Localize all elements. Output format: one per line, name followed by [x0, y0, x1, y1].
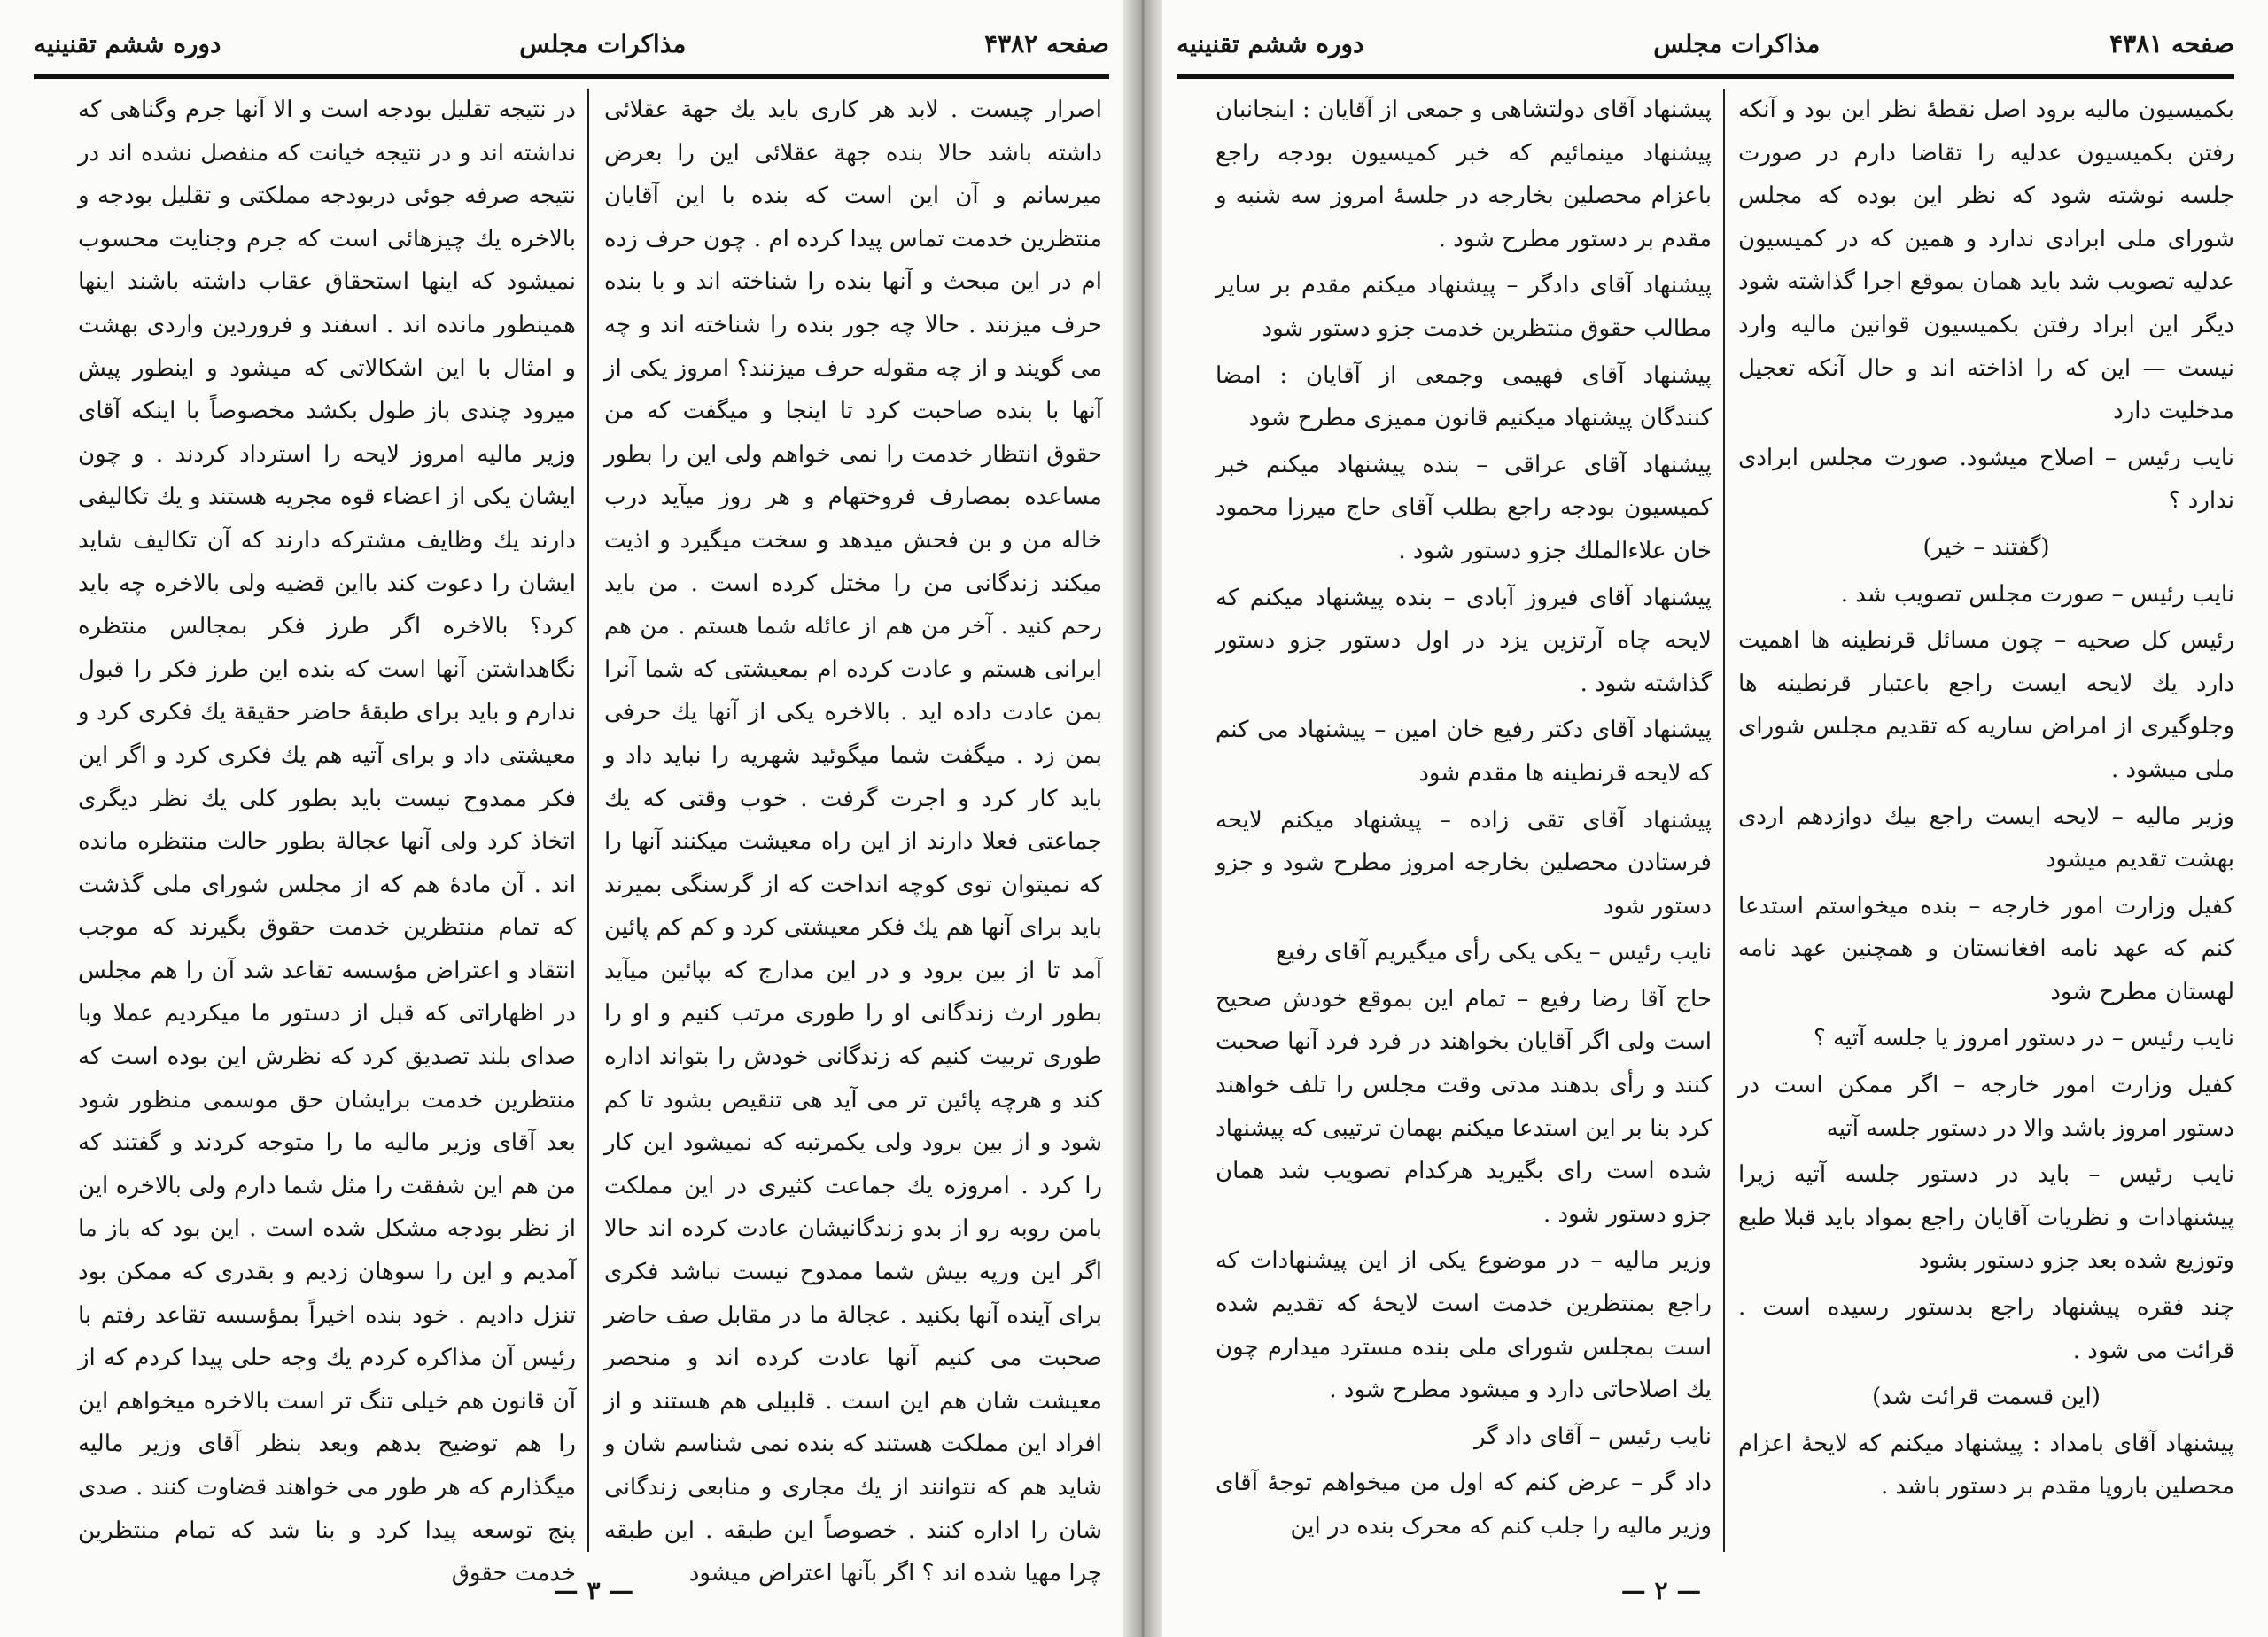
paragraph: پیشنهاد آقای فیروز آبادی – بنده پیشنهاد میکنم که لایحه چاه آرتزین یزد در اول دستور جزو دستور گذاشته شود . — [1216, 584, 1712, 697]
paragraph: نایب رئیس – در دستور امروز یا جلسه آتیه ؟ — [1813, 1025, 2234, 1052]
session-label: دوره ششم تقنینیه — [34, 28, 221, 58]
paragraph: وزیر مالیه – لایحه ایست راجع بیك دوازدهم اردی بهشت تقدیم میشود — [1738, 803, 2234, 873]
page-right — [1143, 0, 2268, 1637]
paragraph: کفیل وزارت امور خارجه – اگر ممکن است در دستور امروز باشد والا در دستور جلسه آتیه — [1738, 1072, 2234, 1142]
column-left — [1216, 89, 1712, 1552]
page-number: صفحه ۴۳۸۲ — [984, 28, 1109, 58]
paragraph: وزیر مالیه – در موضوع یکی از این پیشنهادات که راجع بمنتظرین خدمت است لایحهٔ که تقدیم شده است بمجلس شورای ملی بنده مسترد میدارم چون یك اصلاحاتی دارد و میشود مطرح شود . — [1216, 1247, 1712, 1404]
column-divider — [1723, 89, 1725, 1552]
header-rule — [1177, 74, 2234, 79]
session-label: دوره ششم تقنینیه — [1177, 28, 1364, 58]
book-gutter — [1123, 0, 1162, 1637]
column-right — [1738, 89, 2234, 1552]
paragraph: پیشنهاد آقای فهیمی وجمعی از آقایان : امضا کنندگان پیشنهاد میکنیم قانون ممیزی مطرح شود — [1216, 361, 1712, 432]
column-left — [78, 89, 576, 1587]
page-title: مذاکرات مجلس — [1653, 28, 1821, 58]
header-rule — [34, 74, 1109, 79]
paragraph: پیشنهاد آقای دادگر – پیشنهاد میکنم مقدم بر سایر مطالب حقوق منتظرین خدمت جزو دستور شود — [1216, 272, 1712, 342]
paragraph: پیشنهاد آقای بامداد : پیشنهاد میکنم که لایحهٔ اعزام محصلین باروپا مقدم بر دستور باشد . — [1738, 1430, 2234, 1501]
paragraph: چند فقره پیشنهاد راجع بدستور رسیده است . قرائت می شود . — [1738, 1294, 2234, 1364]
page-header — [34, 18, 1109, 69]
page-header — [1177, 18, 2234, 69]
paragraph: حاج آقا رضا رفیع – تمام این بموقع خودش صحیح است ولی اگر آقایان بخواهند در فرد فرد آنها صحبت کنند و رأی بدهند مدتی وقت مجلس را تلف خواهند کرد بنا بر این استدعا میکنم بهمان ترتیبی که پیشنهاد شده است رای بگیرید هرکدام تصویب شد همان جزو دستور شود . — [1216, 985, 1712, 1228]
page-number: صفحه ۴۳۸۱ — [2109, 28, 2234, 58]
paragraph: پیشنهاد آقای تقی زاده – پیشنهاد میکنم لایحه فرستادن محصلین بخارجه امروز مطرح شود و جزو دستور شود — [1216, 806, 1712, 919]
paragraph: نایب رئیس – باید در دستور جلسه آتیه زیرا پیشنهادات و نظریات آقایان راجع بمواد باید قبلا طبع وتوزیع شده بعد جزو دستور بشود — [1738, 1161, 2234, 1275]
paragraph: پیشنهاد آقای عراقی – بنده پیشنهاد میکنم خبر کمیسیون بودجه راجع بطلب آقای حاج میرزا محمود خان علاءالملك جزو دستور شود . — [1216, 451, 1712, 564]
paragraph: بکمیسیون مالیه برود اصل نقطهٔ نظر این بود و آنکه رفتن بکمیسیون عدلیه را تقاضا دارم در صورت جلسه نوشته شود که نظر این بوده که مجلس شورای ملی ابرادی ندارد و همین که در کمیسیون عدلیه تصویب شد باید همان بموقع اجرا گذاشته شود دیگر این ابراد رفتن بکمیسیون قوانین مالیه وارد نیست — این که را اذاخته اند و حال آنکه تعجیل مدخلیت دارد — [1738, 97, 2234, 425]
paragraph: رئیس کل صحیه – چون مسائل قرنطینه ها اهمیت دارد یك لایحه ایست راجع باعتبار قرنطینه ها وجلوگیری از امراض ساریه که تقدیم مجلس شورای ملی میشود . — [1738, 627, 2234, 783]
paragraph: نایب رئیس – آقای داد گر — [1473, 1423, 1712, 1450]
paragraph: نایب رئیس – یکی یکی رأی میگیریم آقای رفیع — [1276, 939, 1712, 966]
paragraph: داد گر – عرض کنم که اول من میخواهم توجهٔ آقای وزیر مالیه را جلب کنم که محرک بنده در این — [1216, 1470, 1712, 1540]
column-right — [604, 89, 1103, 1587]
paragraph: پیشنهاد آقای دکتر رفیع خان امین – پیشنهاد می کنم که لایحه قرنطینه ها مقدم شود — [1216, 717, 1712, 787]
paragraph: نایب رئیس – اصلاح میشود. صورت مجلس ابرادی ندارد ؟ — [1738, 444, 2234, 515]
paragraph: کفیل وزارت امور خارجه – بنده میخواستم استدعا کنم که عهد نامه افغانستان و همچنین عهد نامه لهستان مطرح شود — [1738, 892, 2234, 1005]
page-title: مذاکرات مجلس — [519, 28, 687, 58]
page-footer: — ۳ — — [553, 1576, 634, 1605]
paragraph: پیشنهاد آقای دولتشاهی و جمعی از آقایان : اینجانبان پیشنهاد مینمائیم که خبر کمیسیون بودجه راجع باعزام محصلین بخارجه در جلسهٔ امروز سه شنبه و مقدم بر دستور مطرح شود . — [1216, 97, 1712, 252]
paragraph: نایب رئیس – صورت مجلس تصویب شد . — [1840, 580, 2234, 608]
paragraph: (گفتند – خیر) — [1922, 533, 2050, 561]
paragraph: (این قسمت قرائت شد) — [1872, 1384, 2101, 1411]
paragraph: اصرار چیست . لابد هر کاری باید یك جهة عقلائی داشته باشد حالا بنده جهة عقلائی این را بعرض میرسانم و آن این است که بنده با این آقایان منتظرین خدمت تماس پیدا کرده ام . چون حرف زده ام در این مبحث و آنها بنده را شناخته اند و با بنده حرف میزنند . حالا چه جور بنده را شناخته اند و چه می گویند و از چه مقوله حرف میزنند؟ امروز یکی از آنها با بنده صاحبت کرد تا اینجا و میگفت که من حقوق انتظار خدمت را نمی خواهم ولی این را بطور مساعده بمصارف فروختهام و هر روز میآید درب خاله من و بن فحش میدهد و سخت میگیرد و اذیت میکند زندگانی من را مختل کرده است . من باید رحم کنید . آخر من هم از عائله شما هستم . من هم ایرانی هستم و عادت کرده ام بمعیشتی که شما آنرا بمن عادت داده اید . بالاخره یکی از آنها یك حرفی بمن زد . میگفت شما میگوئید شهریه را نباید داد و باید کار کرد و اجرت گرفت . خوب وقتی که یك جماعتی فعلا دارند از این راه معیشت میکنند آنها را که نمیتوان توی کوچه انداخت که از گرسنگی بمیرند باید برای آنها هم یك فکر معیشتی کرد و کم کم پائین آمد تا از بین برود و در این مدارج که بپائین میآید بطور ارث زندگانی او را طوری مرتب کنیم و او را طوری تربیت کنیم که زندگانی خودش را بتواند اداره کند و هرچه پائین تر می آید هی تنقیص بشود تا کم شود و از بین برود ولی یکمرتبه که نمیشود این کار را کرد . امروزه یك جماعت کثیری در این مملکت بامن روبه رو از بدو زندگانیشان عادت کرده اند حالا اگر این ورپه بیش شما ممدوح نیست نباشد فکری برای آینده آنها بکنید . عجالة ما در مقابل صف حاضر صحبت می کنیم آنها عادت کرده اند و منحصر معیشت شان هم این است . قلبیلی هم هستند و از افراد این مملکت هستند که بنده نمی شناسم شان و شاید هم که نتوانند از یك مجاری و منابعی زندگانی شان را اداره کنند . خصوصاً این طبقه . این طبقه چرا مهیا شده اند ؟ اگر بآنها اعتراض میشود — [604, 97, 1103, 1587]
paragraph: در نتیجه تقلیل بودجه است و الا آنها جرم وگناهی که نداشته اند و در نتیجه خیانت که منفصل نشده اند در نتیجه صرفه جوئی دربودجه مملکتی و تقلیل بودجه و بالاخره یك چیزهائی است که جرم وجنایت محسوب نمیشود که اینها استحقاق عقاب داشته باشند اینها همینطور مانده اند . اسفند و فروردین واردی بهشت و امثال با این اشکالاتی که میشود و اینطور پیش میرود چندی باز طول بکشد مخصوصاً با اینکه آقای وزیر مالیه امروز لایحه را استرداد کردند . و چون ایشان یکی از اعضاء قوه مجریه هستند و یك تکالیفی دارند یك وظایف مشترکه دارند که آن تکالیف شاید ایشان را دعوت کند بااین قضیه ولی بالاخره چه باید کرد؟ بالاخره اگر طرز فکر بمجالس منتظره نگاهداشتن آنها است که بنده این طرز فکر را قبول ندارم و باید برای طبقهٔ حاضر حقیقة یك فکری کرد و معیشتی داد و برای آتیه هم یك فکری کرد و اگر این فکر ممدوح نیست باید بطور کلی یك نظر دیگری اتخاذ کرد ولی آنها عجالة بطور حالت منتظره مانده اند . آن مادهٔ هم که از مجلس شورای ملی گذشت که تمام منتظرین خدمت حقوق بگیرند که موجب انتقاد و اعتراض مؤسسه تقاعد شد آن را هم مجلس در اظهاراتی که قبل از دستور ما میکردیم عملا وبا صدای بلند تصدیق کرد که نظرش این بوده است که منتظرین خدمت برایشان حق موسمی منظور شود بعد آقای وزیر مالیه ما را متوجه کردند و گفتند که من هم این شفقت را مثل شما دارم ولی بالاخره این از نظر بودجه مشکل شده است . این بود که باز ما آمدیم و این را سوهان زدیم و بقدری که ممکن بود تنزل دادیم . خود بنده اخیراً بمؤسسه تقاعد رفتم با رئیس آن مذاکره کردم یك وجه حلی پیدا کردم که از آن قانون هم خیلی تنگ تر است بالاخره میخواهم این را هم توضیح بدهم وبعد بنظر آقای وزیر مالیه میگذارم که هر طور می خواهند قضاوت کنند . صدی پنج توسعه پیدا کرد و بنا شد که تمام منتظرین خدمت حقوق — [78, 97, 576, 1587]
column-divider — [587, 89, 589, 1552]
page-footer: — ۲ — — [1620, 1576, 1702, 1605]
